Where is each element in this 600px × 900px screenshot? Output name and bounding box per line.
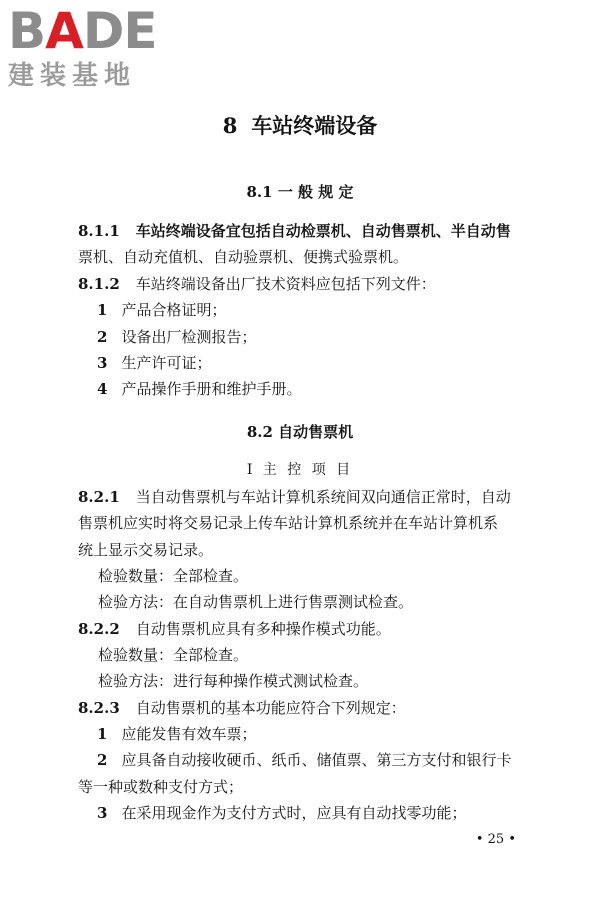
clause-8-2-2: 8.2.2 自动售票机应具有多种操作模式功能。 bbox=[78, 620, 391, 638]
subsection-title: Ⅰ 主 控 项 目 bbox=[246, 462, 354, 478]
list-item: 1 产品合格证明； bbox=[97, 301, 227, 319]
inspection-method: 检验方法：进行每种操作模式测试检查。 bbox=[98, 672, 369, 690]
page-number: • 25 • bbox=[475, 832, 516, 847]
chapter-title: 8 车站终端设备 bbox=[222, 113, 378, 138]
clause-8-2-3: 8.2.3 自动售票机的基本功能应符合下列规定： bbox=[78, 699, 406, 717]
inspection-quantity: 检验数量：全部检查。 bbox=[98, 646, 249, 664]
clause-8-2-1-cont: 统上显示交易记录。 bbox=[78, 541, 214, 559]
section-8-2-title: 8.2 自动售票机 bbox=[246, 423, 354, 441]
list-item-cont: 等一种或数种支付方式； bbox=[78, 778, 244, 796]
clause-8-2-1: 8.2.1 当自动售票机与车站计算机系统间双向通信正常时，自动 bbox=[78, 488, 511, 506]
logo-subtitle: 建装基地 bbox=[8, 61, 137, 91]
list-item: 2 设备出厂检测报告； bbox=[97, 328, 257, 346]
list-item: 1 应能发售有效车票； bbox=[97, 725, 257, 743]
list-item: 2 应具备自动接收硬币、纸币、储值票、第三方支付和银行卡 bbox=[97, 751, 512, 769]
clause-8-1-2: 8.1.2 车站终端设备出厂技术资料应包括下列文件： bbox=[78, 275, 436, 293]
publisher-logo bbox=[8, 4, 183, 92]
clause-8-2-1-cont: 售票机应实时将交易记录上传车站计算机系统并在车站计算机系 bbox=[78, 514, 499, 532]
inspection-quantity: 检验数量：全部检查。 bbox=[98, 567, 249, 585]
section-8-1-title: 8.1 一 般 规 定 bbox=[246, 183, 354, 201]
logo-wordmark: BADE bbox=[8, 2, 157, 60]
clause-8-1-1: 8.1.1 车站终端设备宜包括自动检票机、自动售票机、半自动售 bbox=[78, 222, 511, 240]
inspection-method: 检验方法：在自动售票机上进行售票测试检查。 bbox=[98, 593, 414, 611]
list-item: 3 生产许可证； bbox=[97, 354, 212, 372]
clause-8-1-1-cont: 票机、自动充值机、自动验票机、便携式验票机。 bbox=[78, 248, 409, 266]
list-item: 3 在采用现金作为支付方式时，应具有自动找零功能； bbox=[97, 804, 467, 822]
list-item: 4 产品操作手册和维护手册。 bbox=[97, 380, 302, 398]
